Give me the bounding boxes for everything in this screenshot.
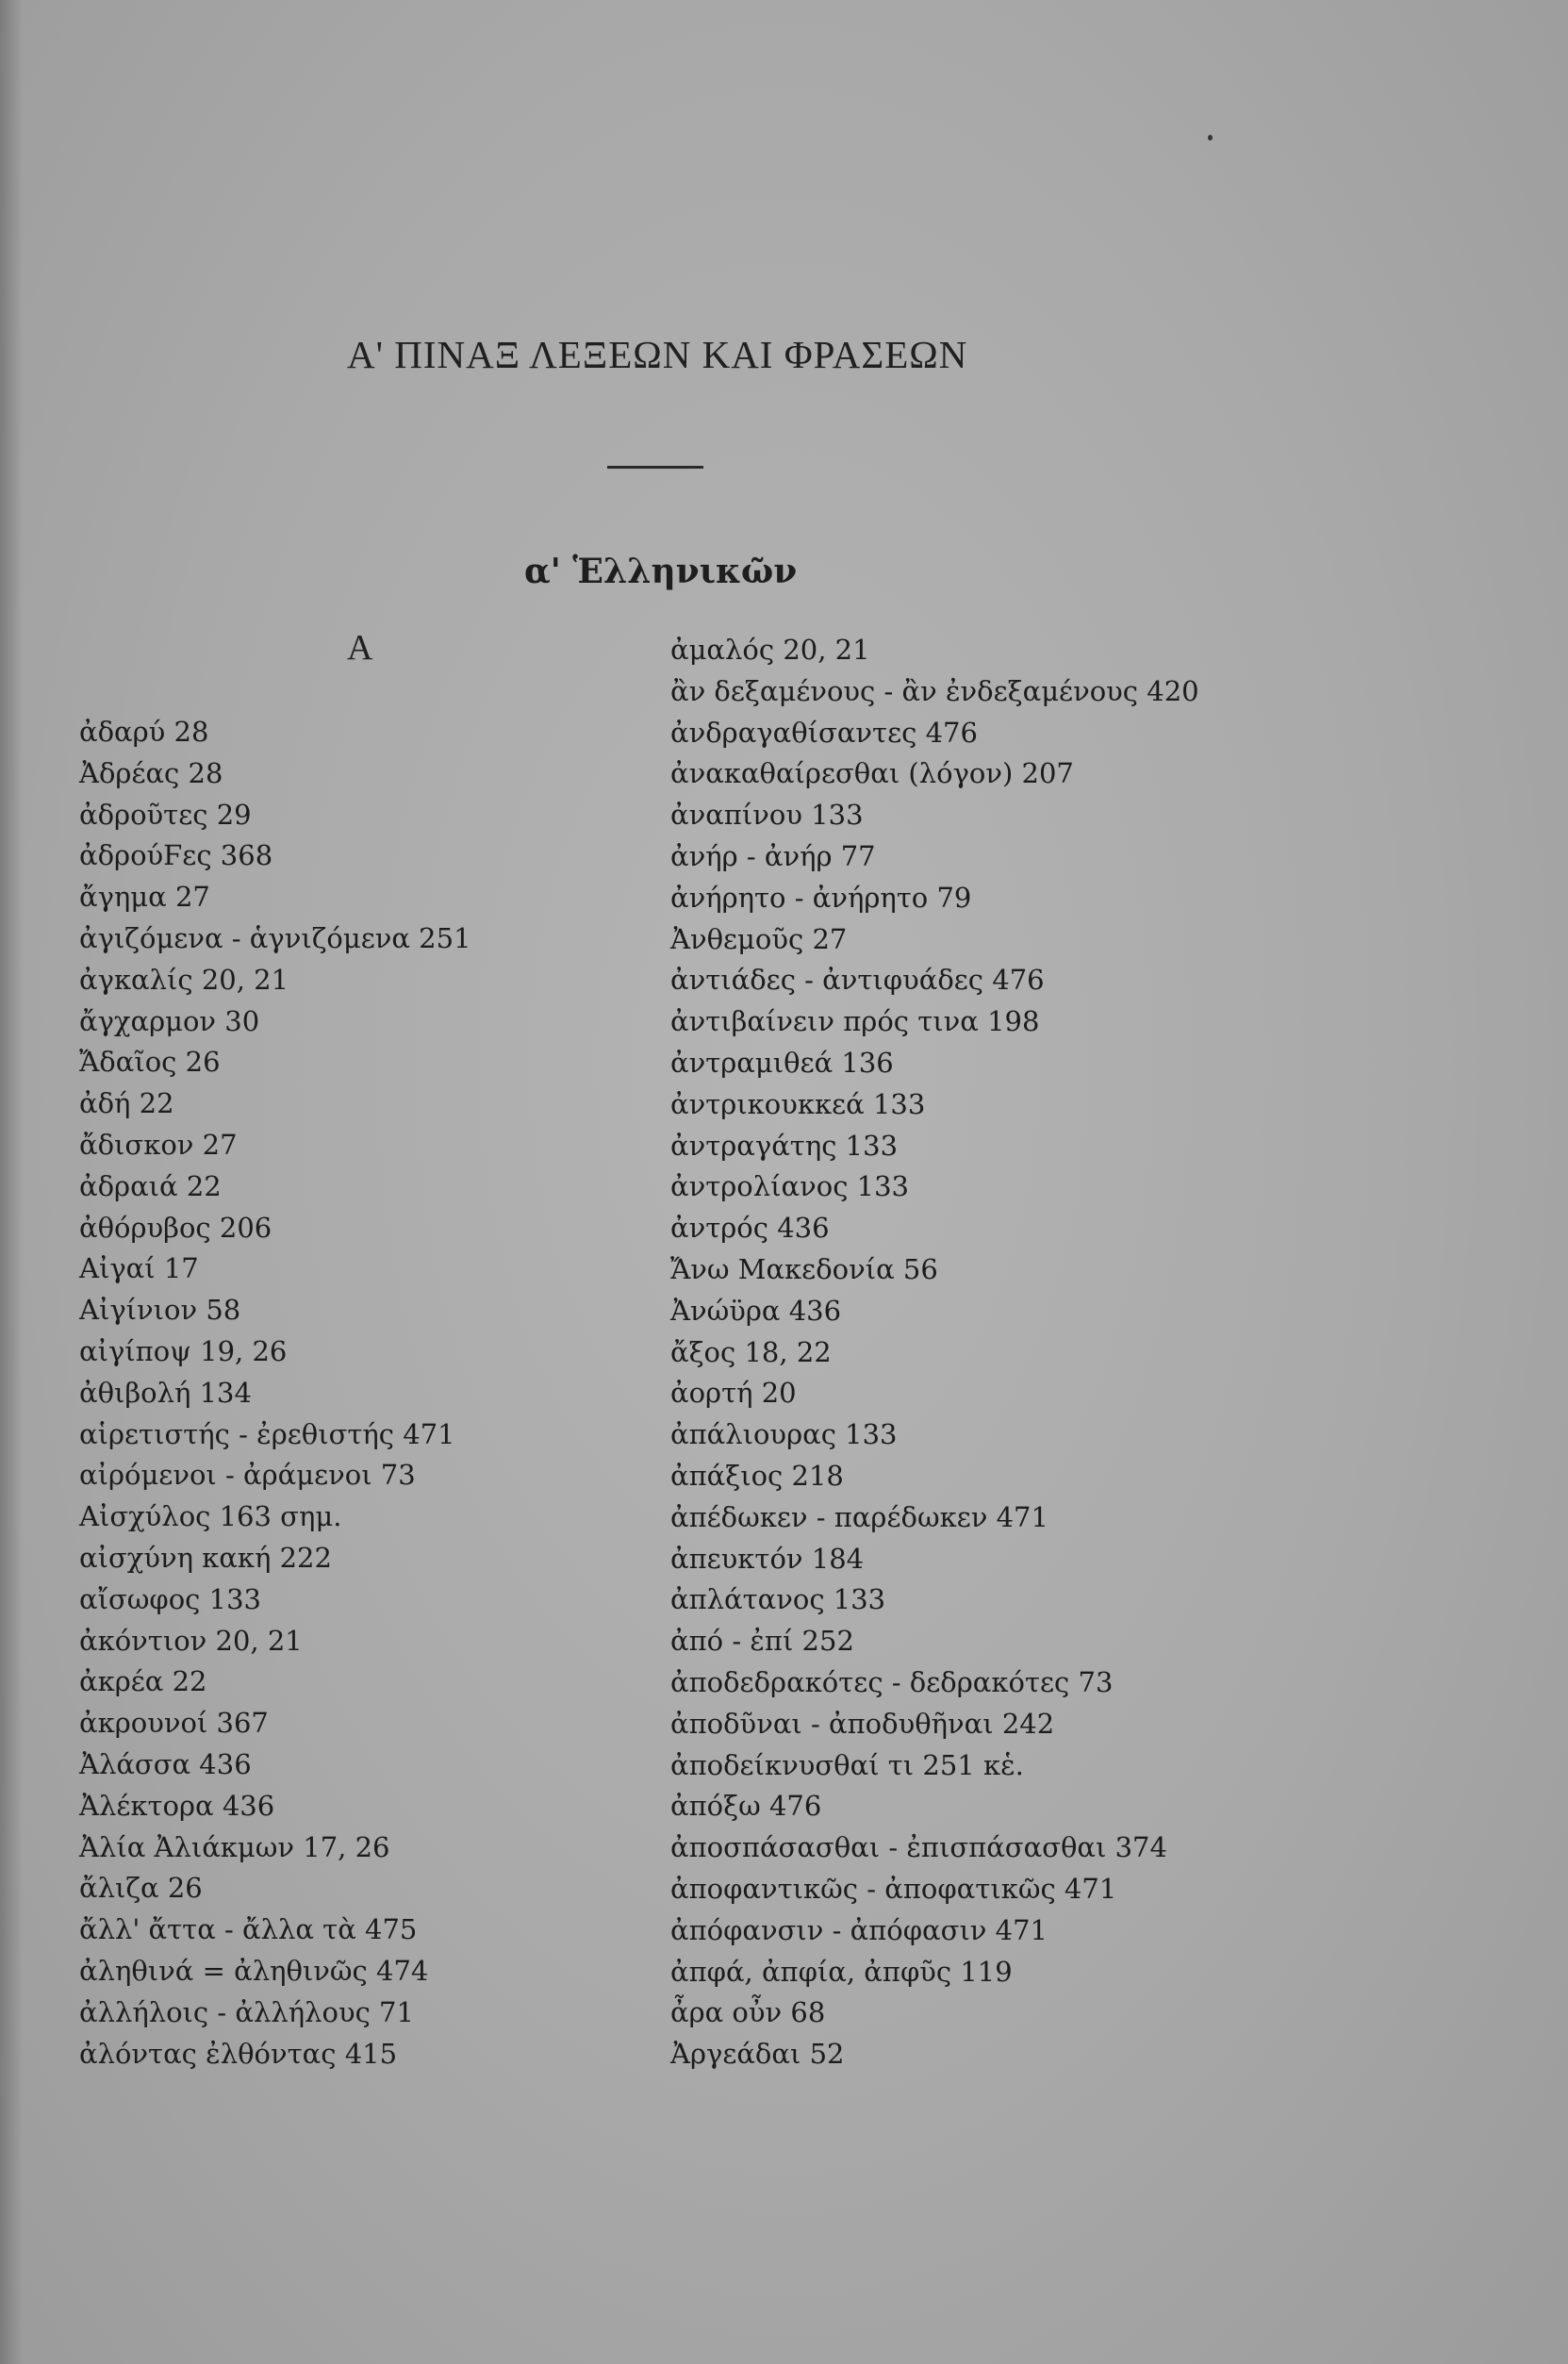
index-entry: αἱρετιστής - ἐρεθιστής 471 — [79, 1417, 455, 1450]
index-entry: αἰρόμενοι - ἀράμενοι 73 — [79, 1459, 416, 1492]
ink-speck — [1208, 135, 1213, 141]
index-entry: ἀναπίνου 133 — [670, 799, 864, 832]
index-entry: ἀπφά, ἀπφία, ἀπφῦς 119 — [670, 1955, 1013, 1988]
index-entry: ἀπάλιουρας 133 — [670, 1418, 898, 1451]
index-entry: ἀδρούϜες 368 — [79, 839, 273, 872]
index-entry: Αἰγαί 17 — [79, 1252, 199, 1285]
index-entry: ἄγχαρμον 30 — [79, 1004, 260, 1037]
index-entry: Αἰσχύλος 163 σημ. — [79, 1500, 342, 1533]
index-entry: ἀδή 22 — [79, 1087, 174, 1120]
index-entry: ἀντιάδες - ἀντιφυάδες 476 — [670, 964, 1045, 997]
index-entry: ἀποφαντικῶς - ἀποφατικῶς 471 — [670, 1872, 1117, 1905]
index-entry: ἀντιβαίνειν πρός τινα 198 — [670, 1005, 1040, 1038]
index-entry: ἀνήρ - ἀνήρ 77 — [670, 839, 876, 872]
index-entry: ἀντραμιθεά 136 — [670, 1046, 894, 1079]
index-entry: Ἀνώϋρα 436 — [670, 1294, 842, 1327]
index-entry: ἀγκαλίς 20, 21 — [79, 963, 289, 996]
index-entry: Αἰγίνιον 58 — [79, 1294, 241, 1327]
index-entry: ἀδαρύ 28 — [79, 716, 209, 748]
index-entry: ἀκόντιον 20, 21 — [79, 1624, 303, 1657]
index-entry: ἀγιζόμενα - ἁγνιζόμενα 251 — [79, 921, 471, 954]
index-entry: ἀντραγάτης 133 — [670, 1129, 899, 1162]
index-entry: ἀληθινά = ἀληθινῶς 474 — [79, 1954, 429, 1987]
index-entry: ἀποδείκνυσθαί τι 251 κἑ. — [670, 1748, 1024, 1781]
index-entry: Ἀδρέας 28 — [79, 756, 223, 789]
index-entry: ἀπόφανσιν - ἀπόφασιν 471 — [670, 1913, 1048, 1946]
index-entry: ἄλλ' ἄττα - ἄλλα τὰ 475 — [79, 1913, 418, 1946]
section-title: α' Ἑλληνικῶν — [524, 552, 798, 591]
index-entry: ἀπευκτόν 184 — [670, 1542, 865, 1575]
index-entry: ἀδραιά 22 — [79, 1169, 222, 1202]
index-entry: ἀπό - ἐπί 252 — [670, 1625, 854, 1658]
index-entry: ἀπάξιος 218 — [670, 1459, 844, 1492]
index-entry: ἀμαλός 20, 21 — [670, 634, 870, 666]
index-column-left — [79, 712, 551, 2075]
index-entry: ἀπέδωκεν - παρέδωκεν 471 — [670, 1500, 1048, 1533]
index-entry: αἰγίποψ 19, 26 — [79, 1334, 288, 1367]
index-entry: ἆρα οὖν 68 — [670, 1996, 826, 2029]
index-entry: Ἀλία Ἀλιάκμων 17, 26 — [79, 1830, 390, 1863]
page-edge-shadow — [0, 0, 23, 2364]
index-entry: Ἀργεάδαι 52 — [670, 2038, 845, 2071]
index-entry: ἀποσπάσασθαι - ἐπισπάσασθαι 374 — [670, 1831, 1167, 1864]
index-entry: ἀποδῦναι - ἀποδυθῆναι 242 — [670, 1707, 1055, 1740]
index-entry: Ἀνθεμοῦς 27 — [670, 922, 848, 955]
index-entry: ἄλιζα 26 — [79, 1872, 203, 1905]
index-column-right — [670, 630, 1198, 2075]
index-entry: ἀλλήλοις - ἀλλήλους 71 — [79, 1995, 414, 2028]
title-divider — [607, 466, 703, 469]
index-entry: ἀκρέα 22 — [79, 1665, 207, 1698]
index-entry: ἀορτή 20 — [670, 1377, 797, 1410]
index-entry: αἰσχύνη κακή 222 — [79, 1541, 332, 1574]
page-title: Α' ΠΙΝΑΞ ΛΕΞΕΩΝ ΚΑΙ ΦΡΑΣΕΩΝ — [347, 333, 968, 376]
index-entry: αἴσωφος 133 — [79, 1582, 261, 1615]
index-entry: Ἀλάσσα 436 — [79, 1747, 252, 1780]
index-entry: ἀθόρυβος 206 — [79, 1211, 272, 1244]
index-entry: ἀντρολίανος 133 — [670, 1170, 909, 1203]
index-entry: ἀδροῦτες 29 — [79, 798, 252, 831]
index-entry: Ἀλέκτορα 436 — [79, 1789, 275, 1822]
index-entry: ἀποδεδρακότες - δεδρακότες 73 — [670, 1665, 1114, 1698]
index-entry: ἀνήρητο - ἀνήρητο 79 — [670, 881, 972, 914]
index-entry: ἀνακαθαίρεσθαι (λόγον) 207 — [670, 757, 1074, 790]
index-entry: ἀντρός 436 — [670, 1212, 830, 1245]
index-entry: Ἄνω Μακεδονία 56 — [670, 1252, 938, 1285]
index-entry: ἀθιβολή 134 — [79, 1376, 252, 1409]
index-entry: Ἄδαῖος 26 — [79, 1046, 221, 1079]
index-entry: ἂν δεξαμένους - ἂν ἐνδεξαμένους 420 — [670, 674, 1199, 707]
index-entry: ἄδισκον 27 — [79, 1128, 238, 1161]
letter-heading: Α — [347, 628, 373, 668]
index-entry: ἀλόντας ἐλθόντας 415 — [79, 2037, 398, 2070]
index-entry: ἀνδραγαθίσαντες 476 — [670, 716, 978, 749]
index-entry: ἀπόξω 476 — [670, 1790, 822, 1823]
index-entry: ἄξος 18, 22 — [670, 1335, 832, 1368]
index-entry: ἀπλάτανος 133 — [670, 1583, 886, 1616]
index-entry: ἀκρουνοί 367 — [79, 1707, 269, 1740]
index-entry: ἀντρικουκκεά 133 — [670, 1087, 926, 1120]
index-entry: ἄγημα 27 — [79, 881, 210, 914]
